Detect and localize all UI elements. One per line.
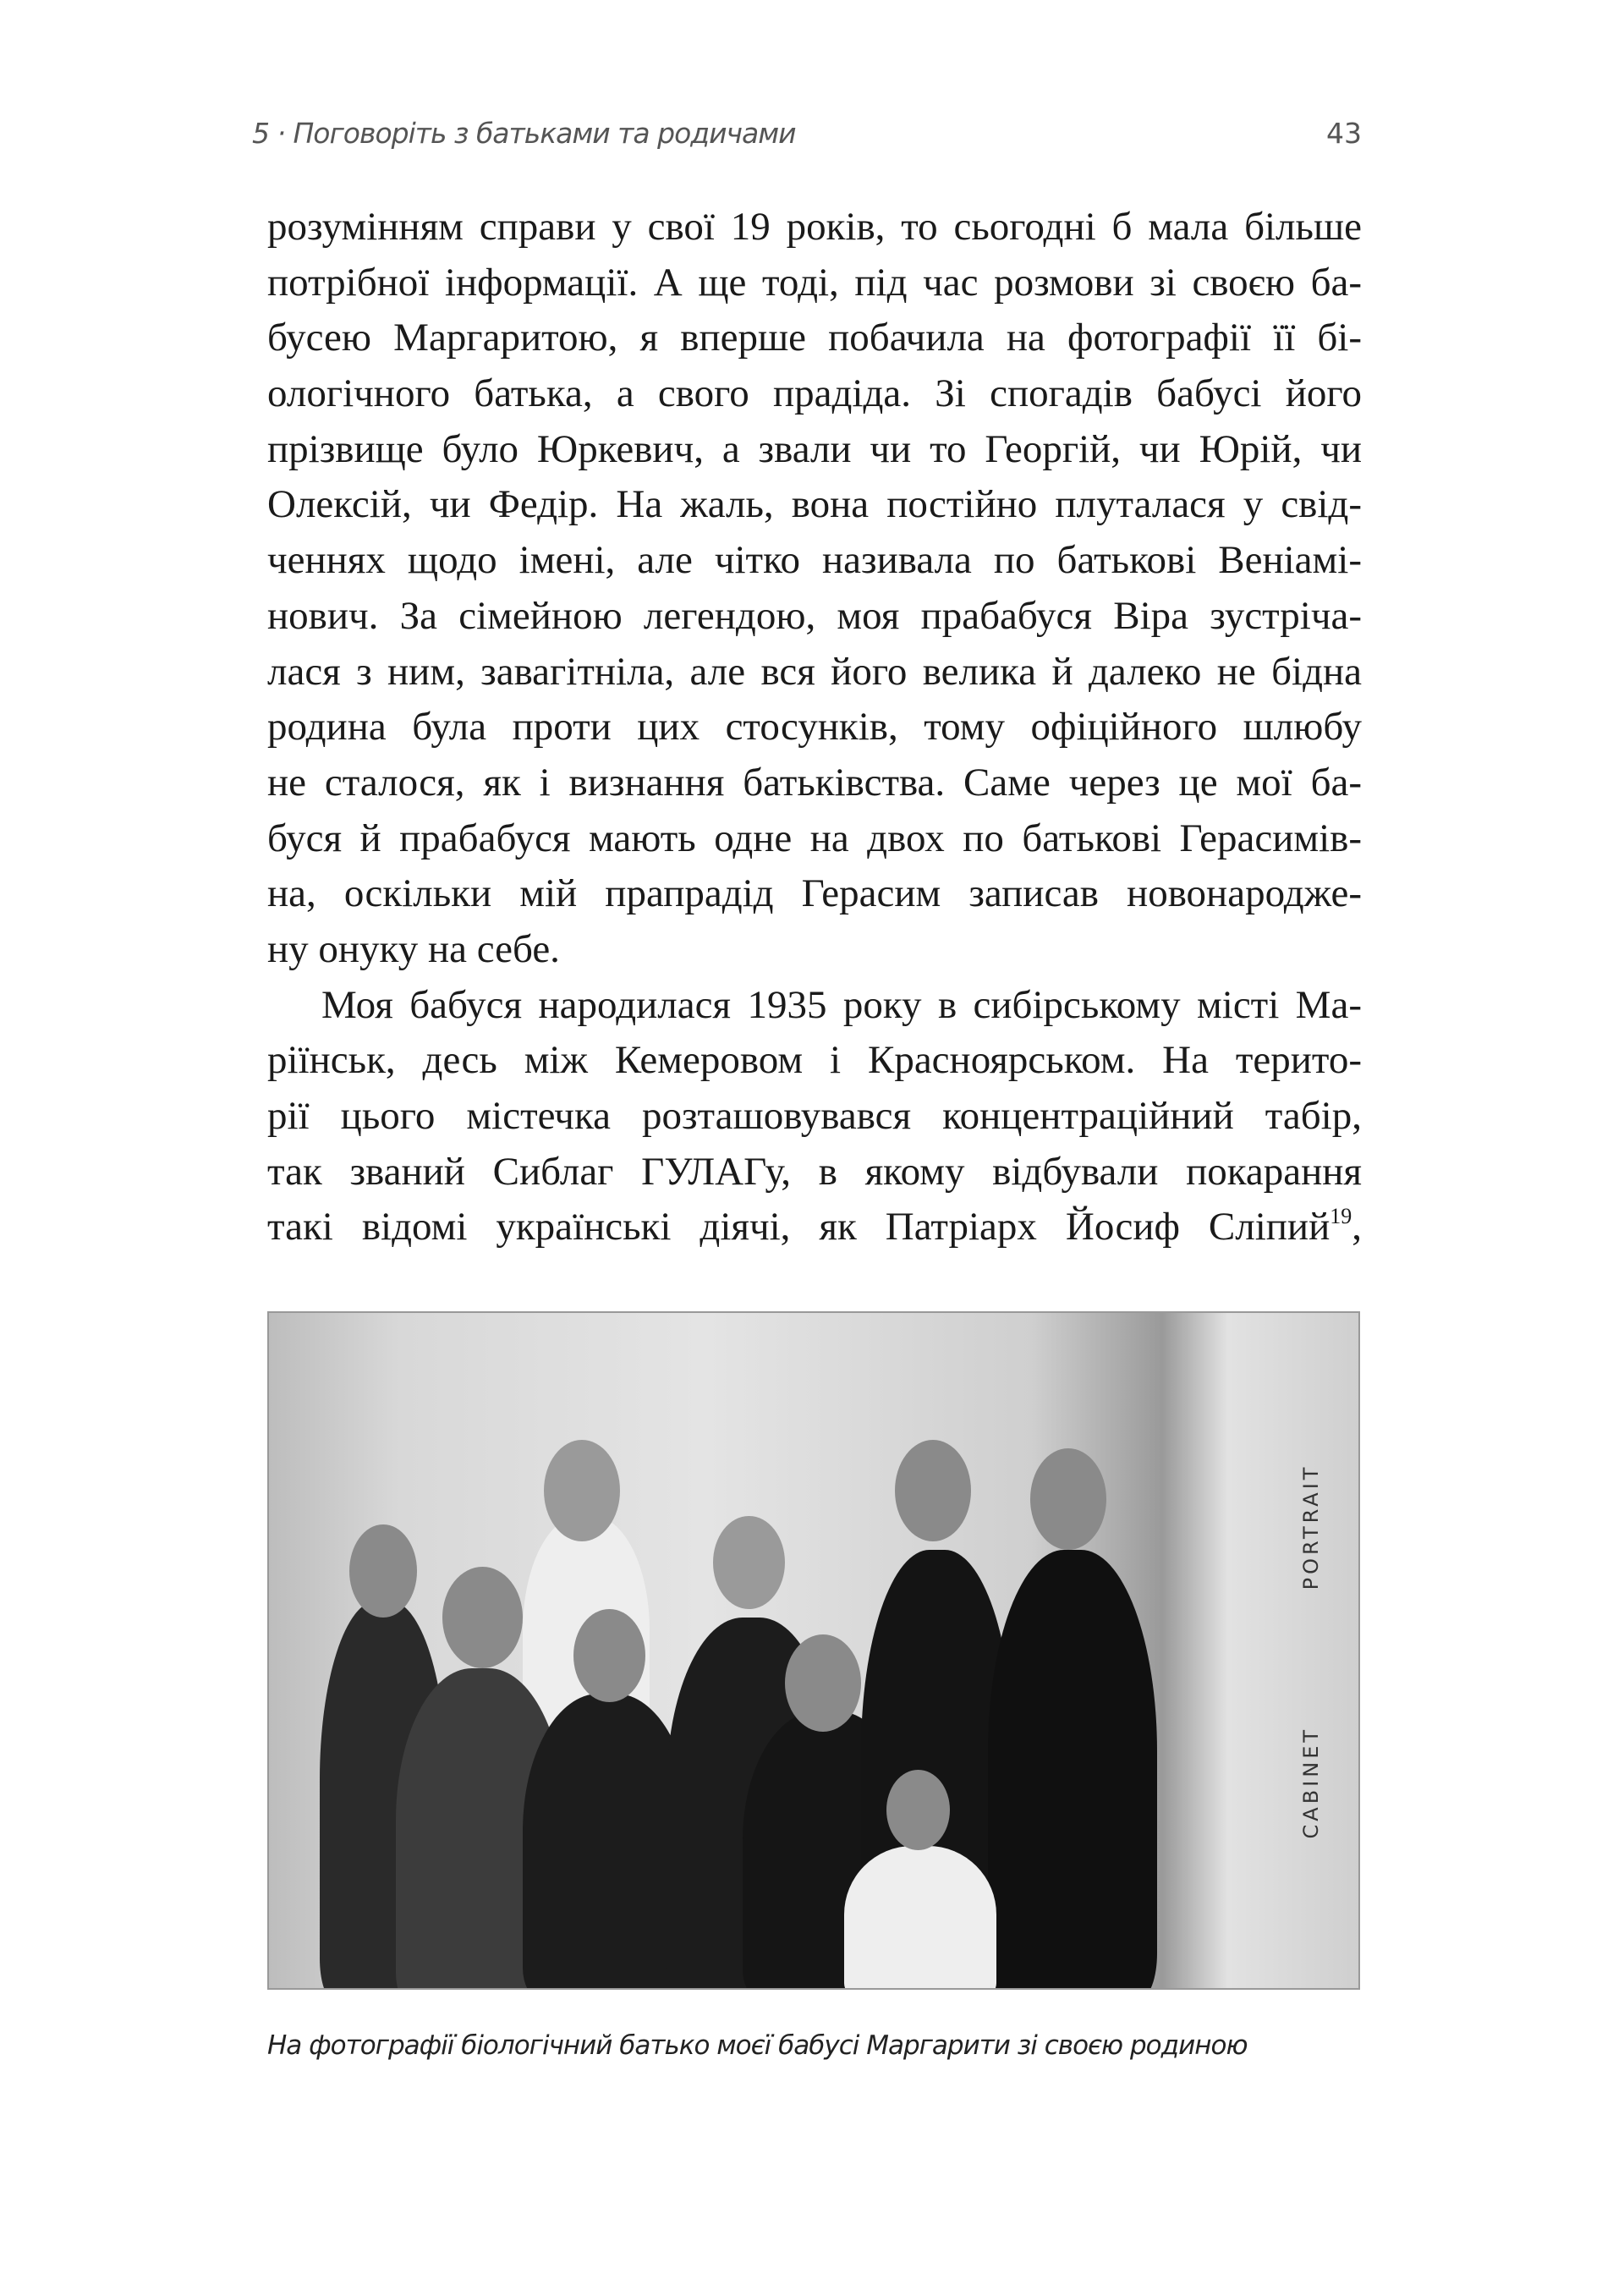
photo-mount-text: CABINET PORTRAIT bbox=[1299, 1464, 1323, 1839]
text-line: прізвище було Юркевич, а звали чи то Георгій, чи Юрій, чи bbox=[267, 426, 1362, 471]
text-line: ологічного батька, а свого прадіда. Зі спогадів бабусі його bbox=[267, 371, 1362, 416]
text-fragment: такі відомі українські діячі, як Патріарх Йосиф Сліпий bbox=[267, 1205, 1330, 1250]
text-line: родина була проти цих стосунків, тому офіційного шлюбу bbox=[267, 705, 1362, 750]
text-line: Моя бабуся народилася 1935 року в сибірському місті Ма- bbox=[321, 982, 1362, 1027]
text-line: ну онуку на себе. bbox=[267, 926, 560, 971]
family-photo bbox=[267, 1311, 1360, 1990]
text-line: ченнях щодо імені, але чітко називала по батькові Веніамі- bbox=[267, 538, 1362, 583]
chapter-title: 5 · Поговоріть з батьками та родичами bbox=[252, 117, 796, 150]
text-line: розумінням справи у свої 19 років, то сьогодні б мала більше bbox=[267, 205, 1362, 249]
text-line: потрібної інформації. А ще тоді, під час розмови зі своєю ба- bbox=[267, 260, 1362, 305]
text-line: ріїнськ, десь між Кемеровом і Красноярськом. На терито- bbox=[267, 1038, 1362, 1083]
text-line: так званий Сиблаг ГУЛАГу, в якому відбували покарання bbox=[267, 1149, 1362, 1194]
text-line: рії цього містечка розташовувався концентраційний табір, bbox=[267, 1094, 1362, 1138]
text-line-with-footnote bbox=[267, 1200, 1362, 1255]
punctuation: , bbox=[1352, 1205, 1362, 1250]
footnote-ref[interactable]: 19 bbox=[1330, 1204, 1352, 1229]
text-line: Олексій, чи Федір. На жаль, вона постійно плуталася у свід- bbox=[267, 482, 1362, 527]
text-line: буся й прабабуся мають одне на двох по батькові Герасимів- bbox=[267, 816, 1362, 860]
text-line: нович. За сімейною легендою, моя прабабуся Віра зустріча- bbox=[267, 593, 1362, 638]
text-line: лася з ним, завагітніла, але вся його велика й далеко не бідна bbox=[267, 649, 1362, 694]
text-line: бусею Маргаритою, я вперше побачила на фотографії її бі- bbox=[267, 316, 1362, 360]
text-line: на, оскільки мій прапрадід Герасим записав новонародже- bbox=[267, 871, 1362, 916]
body-text bbox=[267, 200, 1362, 1255]
page-number: 43 bbox=[1326, 117, 1362, 150]
running-header bbox=[252, 117, 1362, 159]
text-line: не сталося, як і визнання батьківства. Саме через це мої ба- bbox=[267, 760, 1362, 805]
photo-caption: На фотографії біологічний батько моєї бабусі Маргарити зі своєю родиною bbox=[267, 2030, 1248, 2061]
